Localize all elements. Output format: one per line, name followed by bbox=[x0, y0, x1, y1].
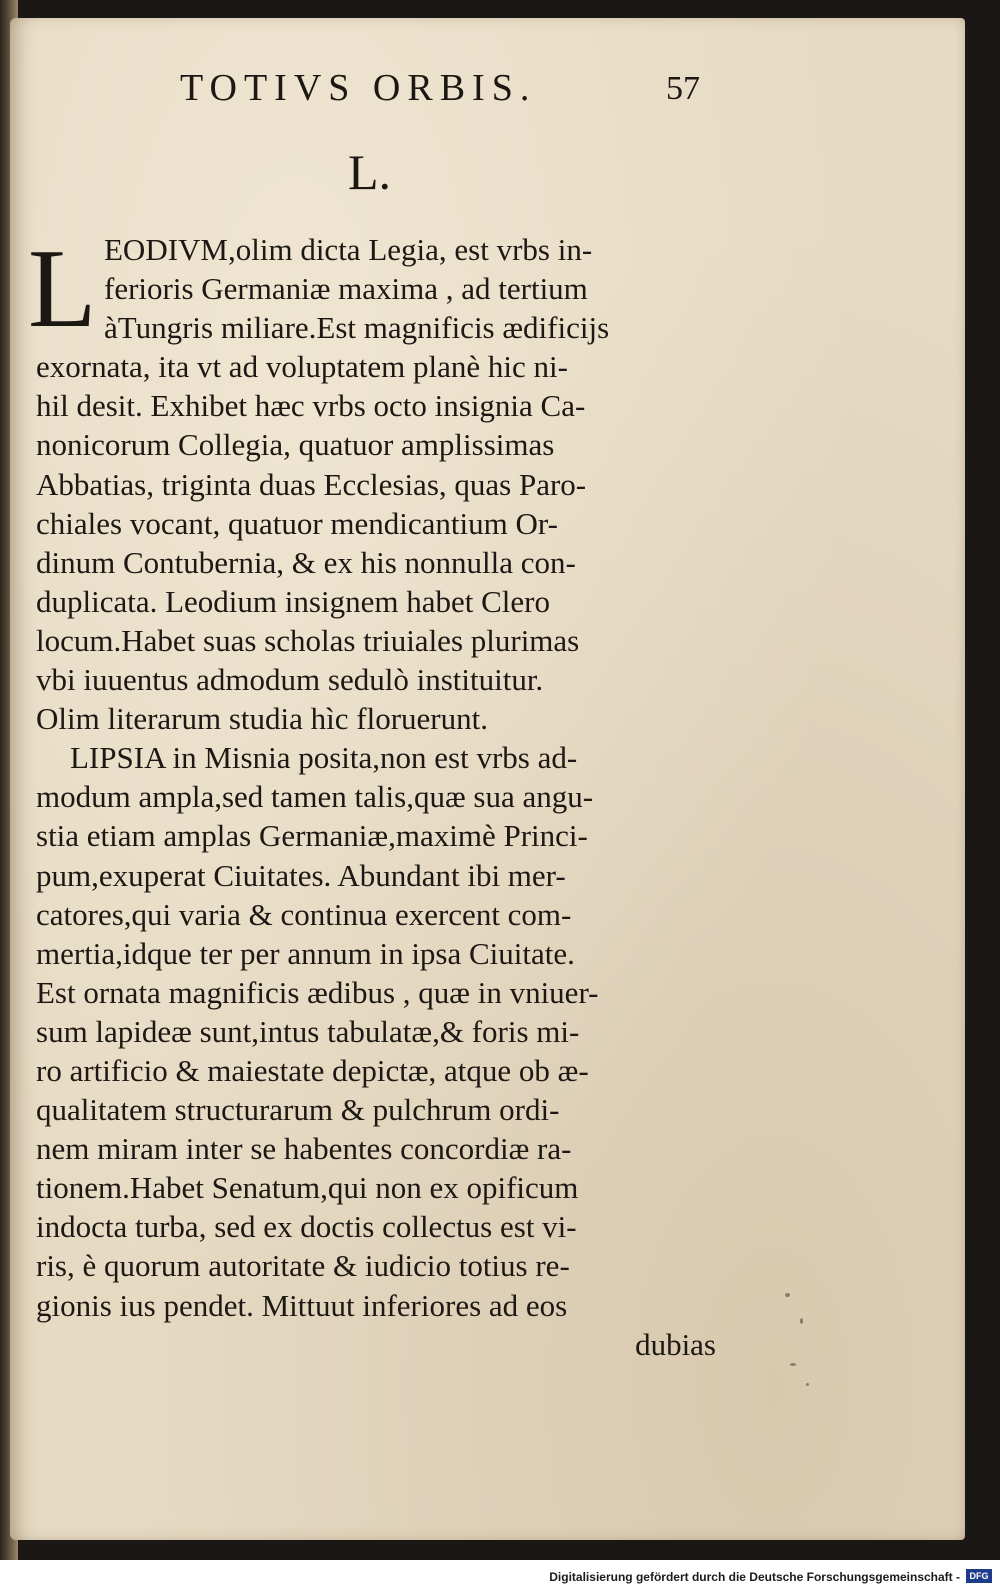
book-page bbox=[10, 18, 965, 1540]
body-text bbox=[36, 230, 716, 1364]
text-line: ris, è quorum autoritate & iudicio totius re- bbox=[36, 1248, 570, 1284]
dfg-logo: DFG bbox=[966, 1569, 992, 1583]
text-line: àTungris miliare.Est magnificis ædificijs bbox=[104, 310, 610, 346]
text-line: LIPSIA in Misnia posita,non est vrbs ad- bbox=[70, 740, 578, 776]
text-line: vbi iuuentus admodum sedulò instituitur. bbox=[36, 662, 544, 698]
text-line: Olim literarum studia hìc floruerunt. bbox=[36, 701, 488, 737]
text-line: locum.Habet suas scholas triuiales plurimas bbox=[36, 622, 580, 658]
text-line: gionis ius pendet. Mittuut inferiores ad eos bbox=[36, 1287, 568, 1323]
text-line: nem miram inter se habentes concordiæ ra- bbox=[36, 1131, 572, 1167]
text-line: tionem.Habet Senatum,qui non ex opificum bbox=[36, 1170, 579, 1206]
funding-credit: Digitalisierung gefördert durch die Deutsche Forschungsgemeinschaft - bbox=[549, 1570, 960, 1584]
text-line: stia etiam amplas Germaniæ,maximè Princi- bbox=[36, 818, 588, 854]
text-line: chiales vocant, quatuor mendicantium Or- bbox=[36, 505, 558, 541]
drop-cap-initial: L bbox=[28, 227, 97, 351]
text-line: pum,exuperat Ciuitates. Abundant ibi mer- bbox=[36, 857, 566, 893]
text-line: duplicata. Leodium insignem habet Clero bbox=[36, 583, 550, 619]
text-line: mertia,idque ter per annum in ipsa Ciuitate. bbox=[36, 935, 575, 971]
paper-speck bbox=[800, 1318, 803, 1324]
text-line: hil desit. Exhibet hæc vrbs octo insignia Ca- bbox=[36, 388, 586, 424]
paper-speck bbox=[785, 1293, 790, 1297]
text-line: ro artificio & maiestate depictæ, atque ob æ- bbox=[36, 1052, 589, 1088]
paper-speck bbox=[790, 1363, 796, 1366]
text-line: sum lapideæ sunt,intus tabulatæ,& foris mi- bbox=[36, 1013, 580, 1049]
running-head: TOTIVS ORBIS. bbox=[180, 67, 537, 109]
text-line: Abbatias, triginta duas Ecclesias, quas Paro- bbox=[36, 466, 587, 502]
text-line: catores,qui varia & continua exercent com- bbox=[36, 896, 572, 932]
paper-speck bbox=[806, 1383, 809, 1386]
catchword: dubias bbox=[635, 1326, 716, 1362]
text-line: Est ornata magnificis ædibus , quæ in vniuer- bbox=[36, 974, 599, 1010]
digitization-footer bbox=[0, 1560, 1000, 1595]
text-line: indocta turba, sed ex doctis collectus est vi- bbox=[36, 1209, 577, 1245]
page-number: 57 bbox=[666, 70, 700, 107]
text-line: exornata, ita vt ad voluptatem planè hic ni- bbox=[36, 349, 568, 385]
page-content bbox=[10, 18, 965, 1540]
text-line: dinum Contubernia, & ex his nonnulla con- bbox=[36, 544, 576, 580]
text-line: nonicorum Collegia, quatuor amplissimas bbox=[36, 427, 555, 463]
section-heading: L. bbox=[348, 144, 392, 200]
text-line: modum ampla,sed tamen talis,quæ sua angu- bbox=[36, 779, 594, 815]
text-line: qualitatem structurarum & pulchrum ordi- bbox=[36, 1092, 560, 1128]
text-line: ferioris Germaniæ maxima , ad tertium bbox=[104, 271, 588, 307]
text-line: EODIVM,olim dicta Legia, est vrbs in- bbox=[104, 232, 593, 267]
